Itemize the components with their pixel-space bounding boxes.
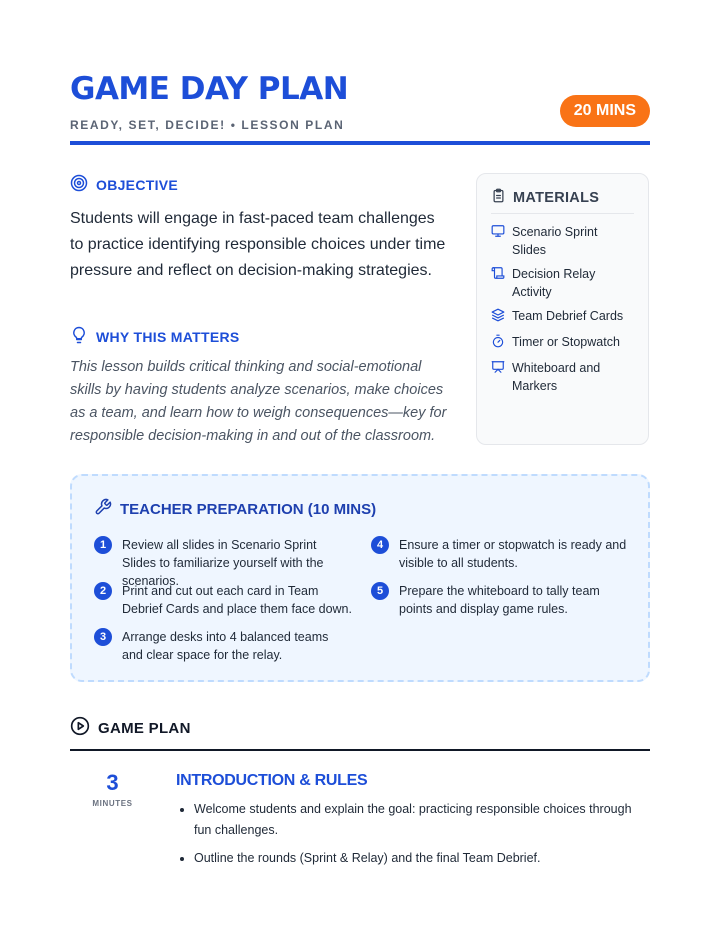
- why-text: This lesson builds critical thinking and social-emotional skills by having students analyze scenarios, make choices as a team, and learn how to weigh consequences—key for responsible decision-making in and out of the classroom.: [70, 359, 447, 444]
- step-text: Prepare the whiteboard to tally team points and display game rules.: [399, 584, 600, 616]
- material-item: [491, 265, 634, 301]
- objective-heading: [70, 174, 450, 195]
- prep-heading: [94, 498, 626, 520]
- material-label: Team Debrief Cards: [512, 309, 624, 323]
- material-label: Timer or Stopwatch: [512, 335, 620, 349]
- material-label: Whiteboard and Markers: [512, 361, 601, 393]
- phase-title: INTRODUCTION & RULES: [176, 772, 368, 789]
- monitor-icon: [491, 223, 505, 259]
- clipboard-icon: [491, 188, 506, 207]
- page-header: [70, 70, 650, 132]
- prep-step: [371, 582, 629, 618]
- why-section: [70, 326, 450, 448]
- phase-minutes-unit: MINUTES: [92, 799, 133, 808]
- header-divider: [70, 141, 650, 145]
- materials-heading: [491, 188, 634, 214]
- materials-panel: [476, 173, 649, 445]
- prep-step: [94, 628, 352, 664]
- step-number: 2: [94, 582, 112, 600]
- material-item: [491, 359, 634, 395]
- step-text: Arrange desks into 4 balanced teams and clear space for the relay.: [122, 630, 329, 662]
- materials-list: [491, 223, 634, 395]
- why-heading-label: WHY THIS MATTERS: [96, 328, 240, 345]
- objective-text: Students will engage in fast-paced team challenges to practice identifying responsible choices under time pressure and reflect on decision-making strategies.: [70, 210, 446, 279]
- presentation-icon: [491, 359, 505, 395]
- game-plan-heading: [70, 716, 650, 751]
- step-number: 5: [371, 582, 389, 600]
- game-plan-heading-label: GAME PLAN: [98, 719, 191, 737]
- step-number: 3: [94, 628, 112, 646]
- page-title: GAME DAY PLAN: [70, 71, 349, 107]
- phase-bullet: • Welcome students and explain the goal: practicing responsible choices through fun challenges.: [194, 799, 650, 841]
- prep-step: [94, 582, 352, 618]
- game-plan-section: [70, 716, 650, 751]
- duration-badge: 20 MINS: [560, 95, 650, 127]
- layers-icon: [491, 307, 505, 327]
- teacher-prep-panel: [70, 474, 650, 682]
- scroll-icon: [491, 265, 505, 301]
- phase-bullet: • Outline the rounds (Sprint & Relay) and the final Team Debrief.: [194, 848, 650, 869]
- phase-duration: [84, 770, 141, 808]
- wrench-icon: [94, 498, 112, 520]
- step-text: Print and cut out each card in Team Debrief Cards and place them face down.: [122, 584, 352, 616]
- step-text: Review all slides in Scenario Sprint Slides to familiarize yourself with the scenarios.: [122, 538, 324, 588]
- phase-minutes: 3: [106, 770, 119, 795]
- material-label: Scenario Sprint Slides: [512, 225, 598, 257]
- step-number: 4: [371, 536, 389, 554]
- target-icon: [70, 174, 88, 195]
- objective-section: [70, 174, 450, 284]
- why-heading: [70, 326, 450, 347]
- phase-body: [176, 772, 650, 876]
- material-item: [491, 333, 634, 353]
- material-item: [491, 307, 634, 327]
- play-circle-icon: [70, 716, 90, 740]
- phase-bullets: [176, 799, 650, 869]
- material-label: Decision Relay Activity: [512, 267, 596, 299]
- material-item: [491, 223, 634, 259]
- step-number: 1: [94, 536, 112, 554]
- page-subtitle: READY, SET, DECIDE! • LESSON PLAN: [70, 118, 345, 132]
- materials-heading-label: MATERIALS: [513, 189, 600, 206]
- step-text: Ensure a timer or stopwatch is ready and visible to all students.: [399, 538, 627, 570]
- prep-heading-label: TEACHER PREPARATION (10 MINS): [120, 500, 377, 518]
- prep-step: [371, 536, 629, 572]
- objective-heading-label: OBJECTIVE: [96, 176, 179, 193]
- timer-icon: [491, 333, 505, 353]
- lightbulb-icon: [70, 326, 88, 347]
